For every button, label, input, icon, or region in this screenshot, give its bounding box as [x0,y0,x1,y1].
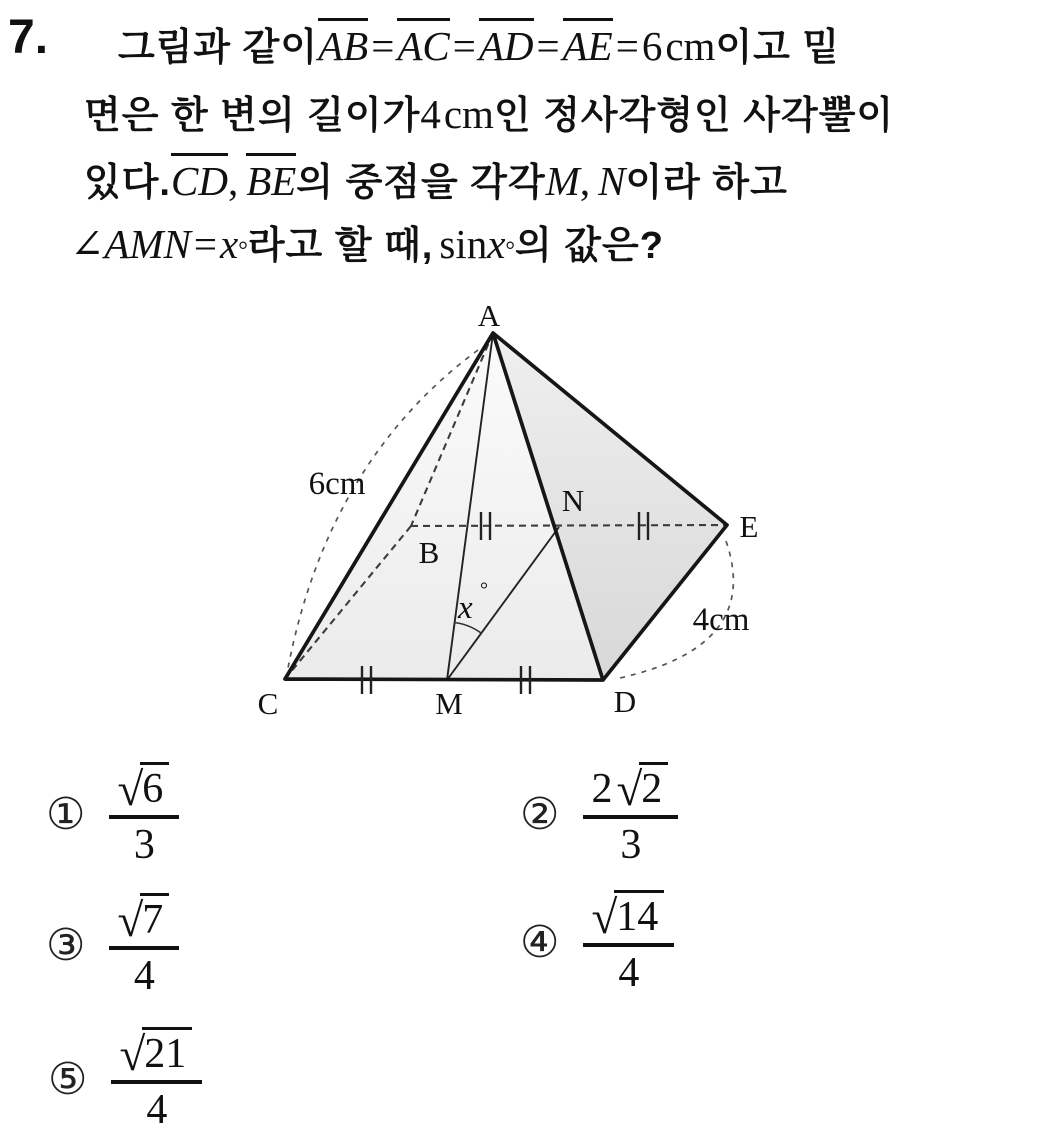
fraction-denominator: 4 [146,1087,168,1133]
equals-sign: = [615,23,639,69]
question-number: 7. [8,11,49,64]
angle-AMN-var: AMN [104,221,191,267]
problem-text-line-1 [118,16,840,71]
choice-4-fraction [583,890,674,994]
fraction-numerator [109,762,179,819]
vertex-label-M: M [435,686,463,721]
choice-2-fraction [583,762,678,866]
radical-sign: √ [119,1029,146,1082]
problem-text-line-4 [70,214,664,269]
radical-sign: √ [117,764,144,817]
vertex-label-B: B [418,535,440,570]
radical-sign: √ [616,764,643,817]
equals-sign: = [371,23,395,69]
korean-text: 의 중점을 각각 [296,162,546,204]
choice-5 [48,1027,202,1131]
dimension-label-4cm: 4cm [692,602,750,638]
comma: , [227,158,239,204]
fraction-denominator: 3 [133,822,155,868]
segment-AB-overline: AB [318,18,368,70]
equals-sign: = [536,23,560,69]
problem-text-line-3 [84,151,788,206]
angle-label-x: x [458,590,473,626]
segment-AE-overline: AE [563,18,613,70]
choice-3 [46,893,179,997]
figure-container [235,288,795,738]
degree-symbol: ° [505,238,516,264]
segment-AD-overline: AD [479,18,534,70]
korean-text: 이라 하고 [625,162,788,204]
choice-1-marker: ① [46,788,86,840]
korean-text: 면은 한 변의 길이가 [84,95,421,137]
fraction-denominator: 4 [133,953,155,999]
choice-3-marker: ③ [46,919,86,971]
length-unit: cm [665,23,716,69]
radical-sign: √ [117,895,144,948]
korean-text: 의 값은? [515,225,664,267]
choice-3-fraction [109,893,179,997]
degree-symbol: ° [238,238,248,264]
radicand: 2 [639,762,668,810]
segment-AC-overline: AC [397,18,449,70]
choice-1 [46,762,179,866]
comma: , [579,158,591,204]
length-value: 6 [641,23,663,69]
radicand: 14 [614,890,664,938]
vertex-label-A: A [477,298,501,333]
x-var: x [220,221,239,267]
choice-4-marker: ④ [520,916,560,968]
coefficient: 2 [591,766,613,812]
fraction-numerator [111,1027,202,1084]
problem-text-line-2 [84,84,894,139]
vertex-label-N: N [561,483,585,518]
dimension-label-6cm: 6cm [308,466,366,502]
vertex-label-E: E [739,509,759,544]
korean-text: 라고 할 때, [247,225,434,267]
vertex-label-D: D [613,684,637,719]
equals-sign: = [193,221,218,267]
choice-2 [520,762,678,866]
radical-sign: √ [591,892,618,945]
choice-4 [520,890,674,994]
segment-CD-overline: CD [171,153,228,205]
equals-sign: = [452,23,476,69]
length-unit: cm [443,91,494,137]
radicand: 7 [140,893,169,941]
segment-BE-overline: BE [246,153,296,205]
choice-5-marker: ⑤ [48,1053,88,1105]
angle-degree-symbol: ° [480,579,488,601]
choice-5-fraction [111,1027,202,1131]
vertex-label-C: C [257,686,279,721]
radicand: 21 [142,1027,192,1075]
length-value: 4 [420,91,441,137]
radicand: 6 [140,762,169,810]
sin-function: sin [439,221,488,267]
fraction-numerator [583,762,678,819]
x-var: x [487,221,506,267]
fraction-numerator [583,890,674,947]
korean-text: 그림과 같이 [118,27,319,69]
choice-1-fraction [109,762,179,866]
fraction-denominator: 3 [620,822,642,868]
point-M-var: M [545,158,580,204]
choice-2-marker: ② [520,788,560,840]
fraction-denominator: 4 [618,950,640,996]
korean-text: 있다. [84,162,171,204]
fraction-numerator [109,893,179,950]
pyramid-figure [235,288,795,733]
point-N-var: N [598,158,626,204]
angle-symbol: ∠ [70,221,105,267]
korean-text: 인 정사각형인 사각뿔이 [493,95,895,137]
korean-text: 이고 밑 [715,27,841,69]
